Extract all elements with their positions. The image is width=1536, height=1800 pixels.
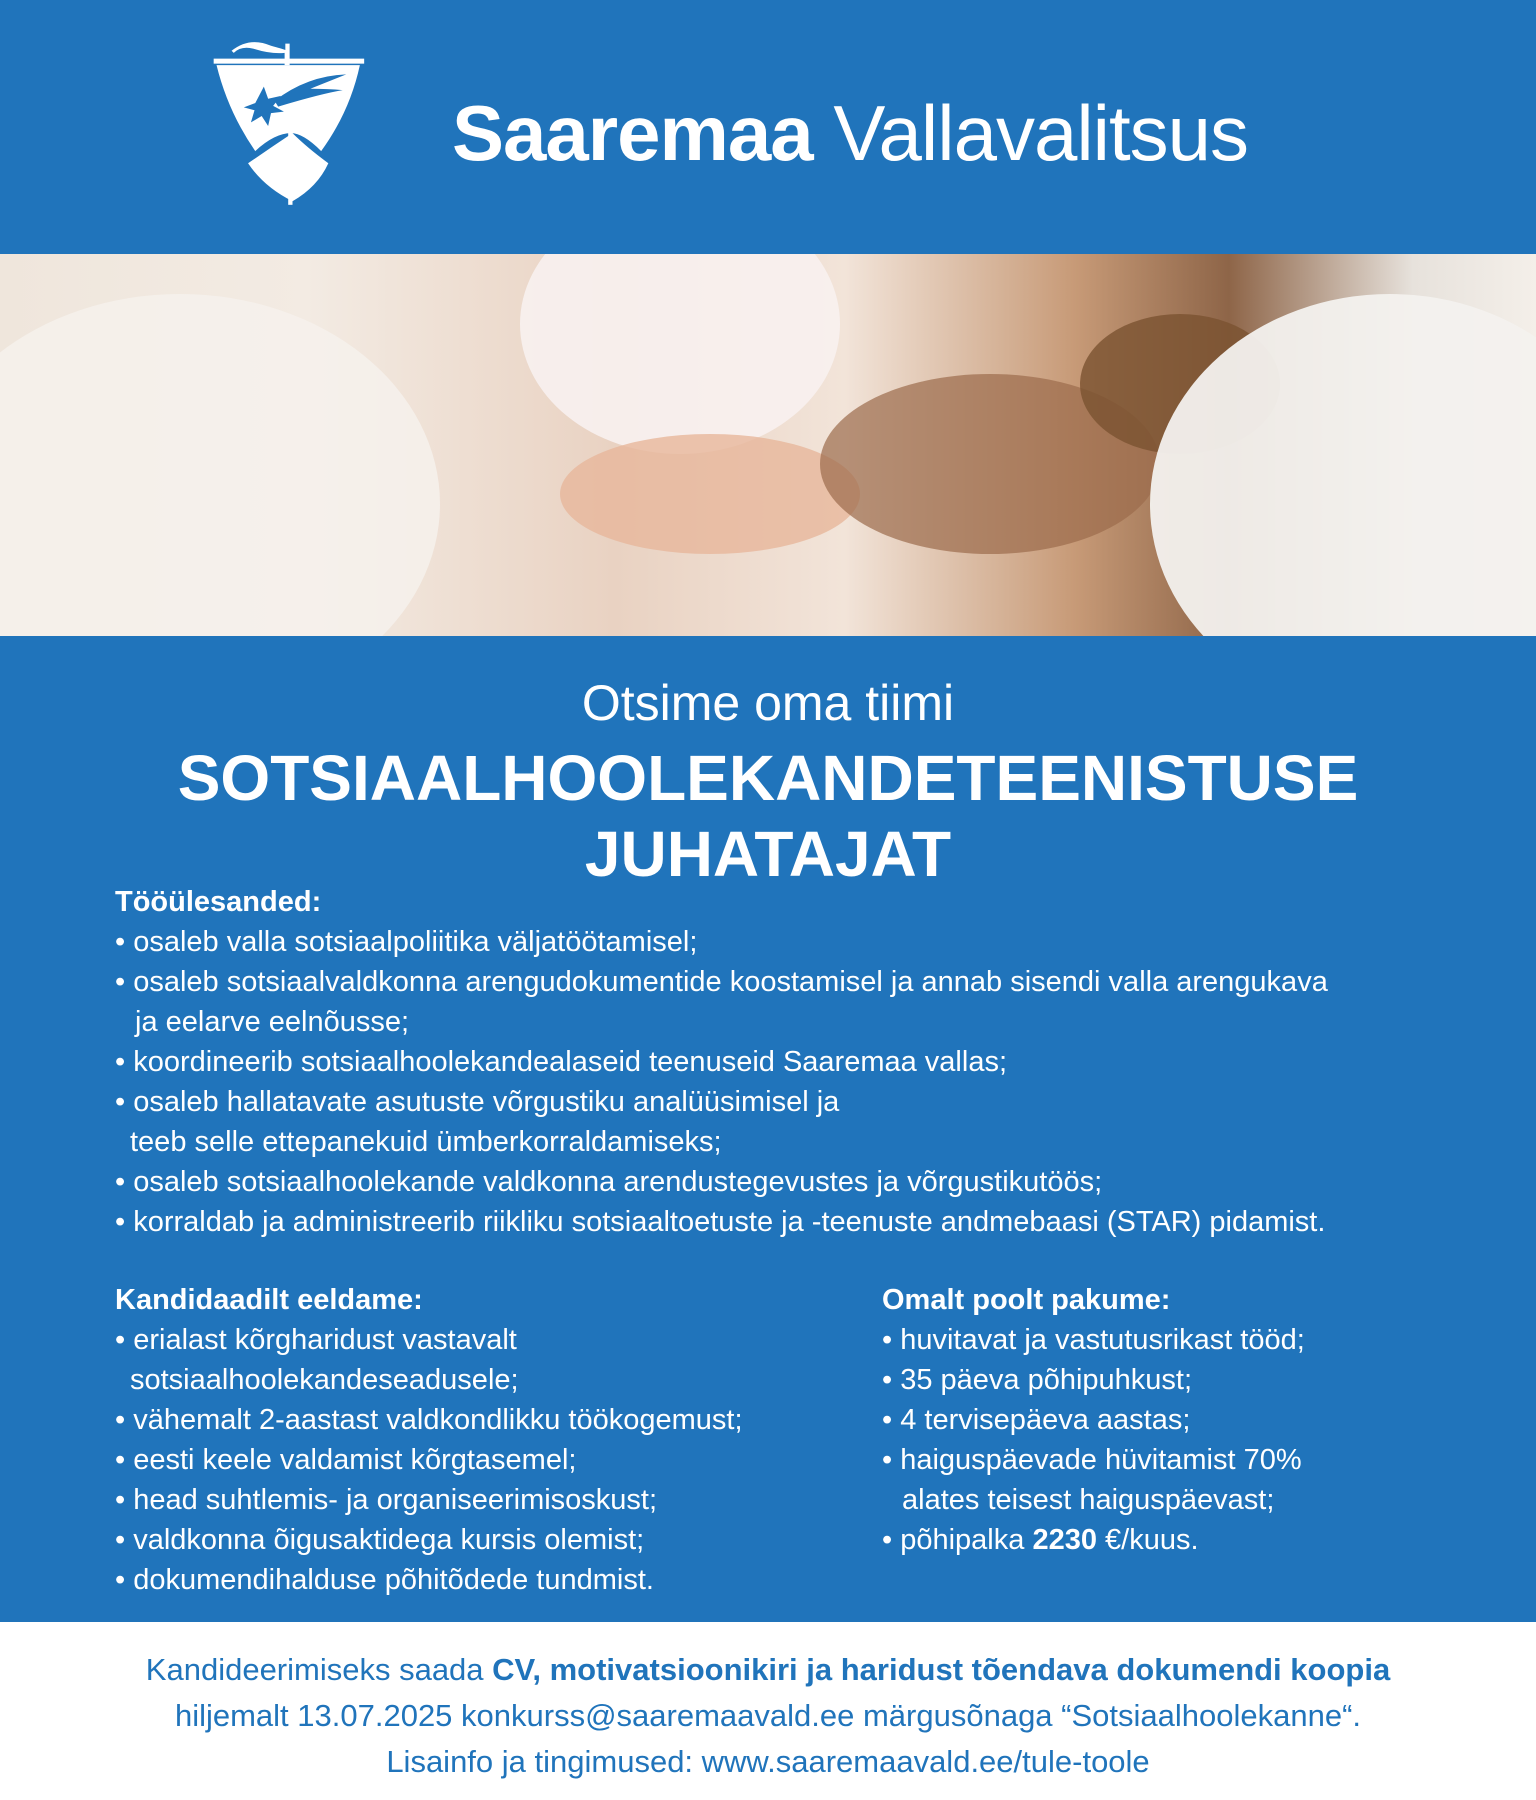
list-item: • osaleb sotsiaalvaldkonna arengudokumentide koostamisel ja annab sisendi valla arengukava xyxy=(115,966,1328,998)
list-item: • dokumendihalduse põhitõdede tundmist. xyxy=(115,1564,654,1596)
list-item: • osaleb sotsiaalhoolekande valdkonna arendustegevustes ja võrgustikutöös; xyxy=(115,1166,1103,1198)
org-name-bold: Saaremaa xyxy=(452,89,813,177)
list-item: • 4 tervisepäeva aastas; xyxy=(882,1404,1191,1436)
salary-unit: €/kuus. xyxy=(1096,1524,1199,1556)
list-item: • korraldab ja administreerib riikliku sotsiaaltoetuste ja -teenuste andmebaasi (STAR) pidamist. xyxy=(115,1206,1326,1238)
list-item: • head suhtlemis- ja organiseerimisoskust; xyxy=(115,1484,658,1516)
deadline-and-email[interactable]: hiljemalt 13.07.2025 konkurss@saaremaavald.ee märgusõnaga “Sotsiaalhoolekanne“. xyxy=(174,1698,1362,1733)
list-item: sotsiaalhoolekandeseadusele; xyxy=(130,1364,519,1396)
requirements-section xyxy=(115,1280,743,1600)
list-item: • huvitavat ja vastutusrikast tööd; xyxy=(882,1324,1305,1356)
salary-item xyxy=(882,1520,1305,1560)
salary-label: • põhipalka xyxy=(882,1524,1033,1556)
footer-line xyxy=(0,1647,1536,1693)
lead-text: Otsime oma tiimi xyxy=(581,675,955,731)
duties-heading: Tööülesanded: xyxy=(115,886,322,918)
application-footer xyxy=(0,1622,1536,1785)
coat-of-arms-logo xyxy=(185,10,400,242)
list-item: alates teisest haiguspäevast; xyxy=(902,1484,1275,1516)
org-name-regular: Vallavalitsus xyxy=(833,89,1249,177)
job-title-line: SOTSIAALHOOLEKANDETEENISTUSE xyxy=(177,742,1359,814)
info-link[interactable]: Lisainfo ja tingimused: www.saaremaavald.ee/tule-toole xyxy=(386,1744,1150,1779)
list-item: • haiguspäevade hüvitamist 70% xyxy=(882,1444,1302,1476)
job-title xyxy=(0,740,1536,892)
duties-section xyxy=(115,882,1328,1242)
hands-together-photo xyxy=(0,254,1536,636)
list-item: • osaleb hallatavate asutuste võrgustiku analüüsimisel ja xyxy=(115,1086,840,1118)
list-item: • erialast kõrgharidust vastavalt xyxy=(115,1324,517,1356)
job-title-line: JUHATAJAT xyxy=(584,818,952,890)
list-item: • valdkonna õigusaktidega kursis olemist; xyxy=(115,1524,645,1556)
list-item: ja eelarve eelnõusse; xyxy=(135,1006,410,1038)
list-item: • osaleb valla sotsiaalpoliitika väljatöötamisel; xyxy=(115,926,698,958)
offers-heading: Omalt poolt pakume: xyxy=(882,1284,1171,1316)
organization-name xyxy=(452,88,1248,179)
list-item: • eesti keele valdamist kõrgtasemel; xyxy=(115,1444,577,1476)
list-item: • vähemalt 2-aastast valdkondlikku töökogemust; xyxy=(115,1404,743,1436)
list-item: • 35 päeva põhipuhkust; xyxy=(882,1364,1193,1396)
offers-section xyxy=(882,1280,1305,1560)
list-item: teeb selle ettepanekuid ümberkorraldamiseks; xyxy=(130,1126,722,1158)
required-documents: CV, motivatsioonikiri ja haridust tõendava dokumendi koopia xyxy=(492,1652,1391,1687)
footer-text: Kandideerimiseks saada xyxy=(145,1652,493,1687)
list-item: • koordineerib sotsiaalhoolekandealaseid teenuseid Saaremaa vallas; xyxy=(115,1046,1008,1078)
requirements-heading: Kandidaadilt eeldame: xyxy=(115,1284,423,1316)
job-ad-body xyxy=(0,636,1536,1622)
salary-value: 2230 xyxy=(1032,1524,1097,1556)
header xyxy=(0,0,1536,254)
